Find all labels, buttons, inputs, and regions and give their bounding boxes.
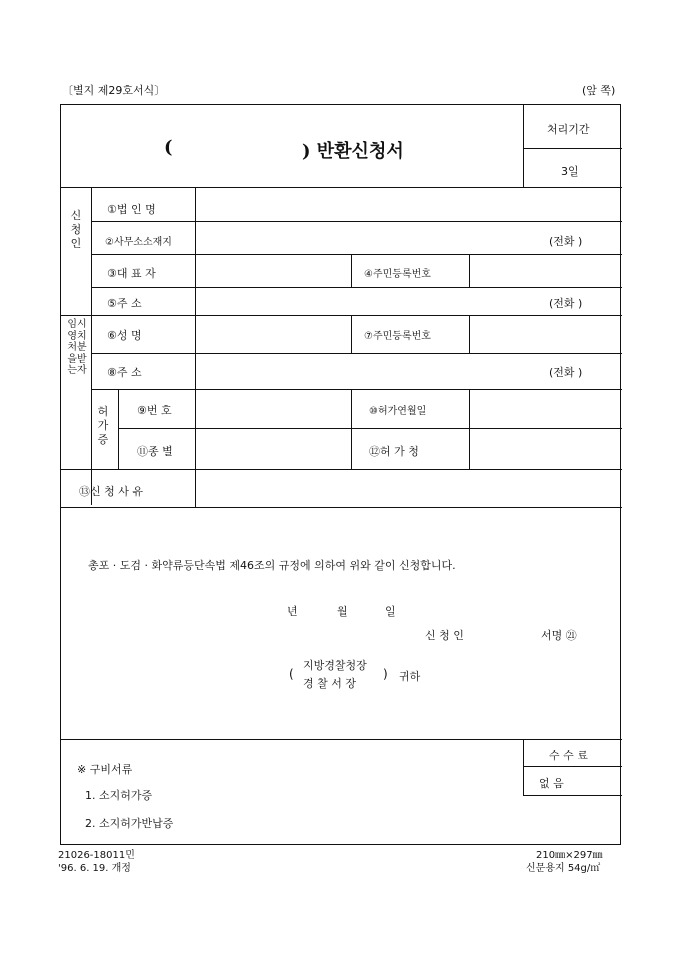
office-address-label: ②사무소소재지 bbox=[105, 237, 172, 248]
required-document-2: 2. 소지허가반납증 bbox=[85, 817, 174, 830]
permit-number-label: ⑨번 호 bbox=[137, 404, 172, 417]
addressee-open-paren: ( bbox=[289, 667, 294, 681]
required-document-1: 1. 소지허가증 bbox=[85, 789, 153, 802]
date-year: 년 bbox=[287, 605, 298, 618]
office-phone: (전화 ) bbox=[549, 235, 583, 248]
custodian-name-label: ⑥성 명 bbox=[107, 329, 142, 342]
form-code: 21026-18011민 bbox=[58, 850, 135, 861]
form-number: 〔별지 제29호서식〕 bbox=[62, 84, 166, 97]
signature-label: 서명 ㉑ bbox=[541, 629, 577, 642]
required-documents-label: ※ 구비서류 bbox=[77, 763, 133, 776]
applicant-phone: (전화 ) bbox=[549, 297, 583, 310]
corp-name-label: ①법 인 명 bbox=[107, 203, 156, 216]
processing-period-label: 처리기간 bbox=[547, 123, 590, 136]
applicant-sign-label: 신 청 인 bbox=[425, 629, 464, 642]
applicant-section-label: 신청인 bbox=[70, 209, 82, 250]
title-open-paren: ( bbox=[164, 137, 173, 158]
permit-issuer-label: ⑫허 가 청 bbox=[369, 445, 419, 458]
date-month: 월 bbox=[337, 605, 348, 618]
statement-text: 총포 · 도검 · 화약류등단속법 제46조의 규정에 의하여 위와 같이 신청합니다. bbox=[88, 559, 456, 572]
addressee-honorific: 귀하 bbox=[399, 670, 421, 683]
representative-label: ③대 표 자 bbox=[107, 267, 156, 280]
application-form bbox=[60, 104, 621, 845]
form-title: ) 반환신청서 bbox=[302, 141, 404, 162]
rep-resident-number-label: ④주민등록번호 bbox=[364, 269, 431, 280]
custodian-resident-number-label: ⑦주민등록번호 bbox=[364, 331, 431, 342]
permit-date-label: ⑩허가연월일 bbox=[369, 406, 427, 417]
applicant-address-label: ⑤주 소 bbox=[107, 297, 142, 310]
paper-size: 210㎜×297㎜ bbox=[536, 850, 603, 861]
revision-date: '96. 6. 19. 개정 bbox=[58, 863, 131, 874]
fee-value: 없 음 bbox=[539, 777, 564, 790]
fee-label: 수 수 료 bbox=[549, 749, 588, 762]
custodian-phone: (전화 ) bbox=[549, 366, 583, 379]
paper-type: 신문용지 54g/㎡ bbox=[526, 863, 601, 874]
addressee-chief-2: 경 찰 서 장 bbox=[303, 677, 356, 690]
page-side-label: (앞 쪽) bbox=[582, 84, 616, 97]
permit-type-label: ⑪종 별 bbox=[137, 445, 173, 458]
custodian-section-label: 임시영치처분을받는자 bbox=[67, 319, 87, 376]
custodian-address-label: ⑧주 소 bbox=[107, 366, 142, 379]
addressee-close-paren: ) bbox=[383, 667, 388, 681]
processing-period-value: 3일 bbox=[561, 165, 579, 178]
permit-label: 허가증 bbox=[97, 405, 109, 446]
application-reason-label: ⑬신 청 사 유 bbox=[79, 485, 143, 498]
date-day: 일 bbox=[385, 605, 396, 618]
addressee-chief-1: 지방경찰청장 bbox=[303, 659, 367, 672]
